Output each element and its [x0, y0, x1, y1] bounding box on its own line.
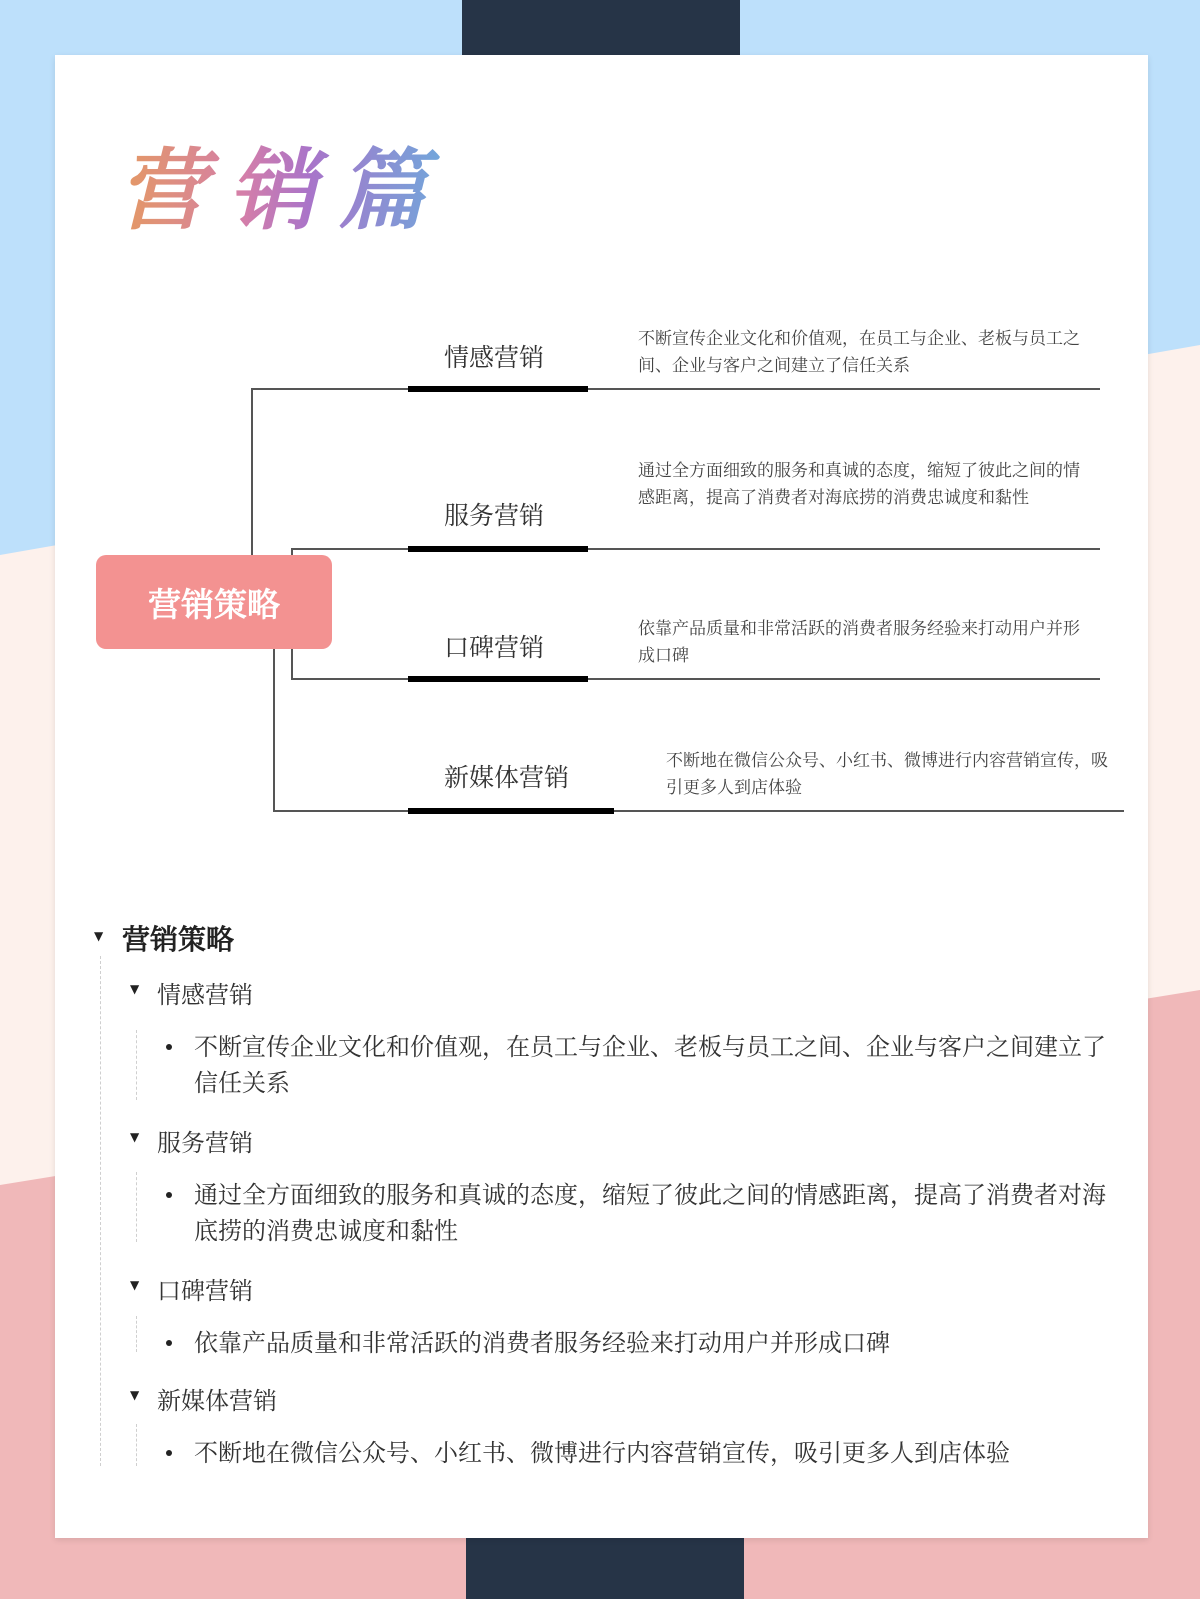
collapse-triangle-icon[interactable]: ▼ [130, 1278, 140, 1292]
bullet-icon [166, 1192, 172, 1198]
mindmap-branch-label: 服务营销 [444, 501, 545, 530]
bullet-icon [166, 1340, 172, 1346]
mindmap-branch-label: 情感营销 [444, 343, 545, 372]
mindmap-branch-label: 新媒体营销 [444, 763, 570, 792]
collapse-triangle-icon[interactable]: ▼ [130, 982, 140, 996]
mindmap-branch-label: 口碑营销 [444, 633, 545, 662]
outline-guide-line [136, 1424, 137, 1466]
outline-branch: 服务营销 [157, 1129, 253, 1157]
mindmap-branch-desc: 不断地在微信公众号、小红书、微博进行内容营销宣传，吸引更多人到店体验 [666, 751, 1108, 798]
outline-guide-line [136, 1172, 137, 1242]
mindmap-branch-desc: 通过全方面细致的服务和真诚的态度，缩短了彼此之间的情感距离，提高了消费者对海底捞的消费忠诚度和黏性 [638, 461, 1080, 508]
outline-guide-line [136, 1316, 137, 1352]
outline-desc: 依靠产品质量和非常活跃的消费者服务经验来打动用户并形成口碑 [194, 1329, 890, 1357]
outline-branch: 新媒体营销 [157, 1387, 277, 1415]
outline-desc: 不断地在微信公众号、小红书、微博进行内容营销宣传，吸引更多人到店体验 [194, 1439, 1010, 1467]
mindmap-branch-desc: 不断宣传企业文化和价值观，在员工与企业、老板与员工之间、企业与客户之间建立了信任关系 [638, 329, 1080, 376]
outline-desc: 通过全方面细致的服务和真诚的态度，缩短了彼此之间的情感距离，提高了消费者对海底捞的消费忠诚度和黏性 [194, 1181, 1106, 1245]
mindmap-root-node: 营销策略 [96, 555, 332, 649]
outline-desc: 不断宣传企业文化和价值观，在员工与企业、老板与员工之间、企业与客户之间建立了信任关系 [194, 1033, 1106, 1097]
collapse-triangle-icon[interactable]: ▼ [94, 929, 104, 943]
bullet-icon [166, 1450, 172, 1456]
collapse-triangle-icon[interactable]: ▼ [130, 1388, 140, 1402]
outline-guide-line [136, 1030, 137, 1100]
outline-root: 营销策略 [122, 923, 235, 956]
bullet-icon [166, 1044, 172, 1050]
outline-branch: 口碑营销 [157, 1277, 253, 1305]
mindmap-branch-desc: 依靠产品质量和非常活跃的消费者服务经验来打动用户并形成口碑 [638, 619, 1080, 666]
outline-branch: 情感营销 [157, 981, 253, 1009]
page-title: 营销篇 [118, 135, 448, 245]
outline-guide-line [100, 956, 101, 1466]
collapse-triangle-icon[interactable]: ▼ [130, 1130, 140, 1144]
